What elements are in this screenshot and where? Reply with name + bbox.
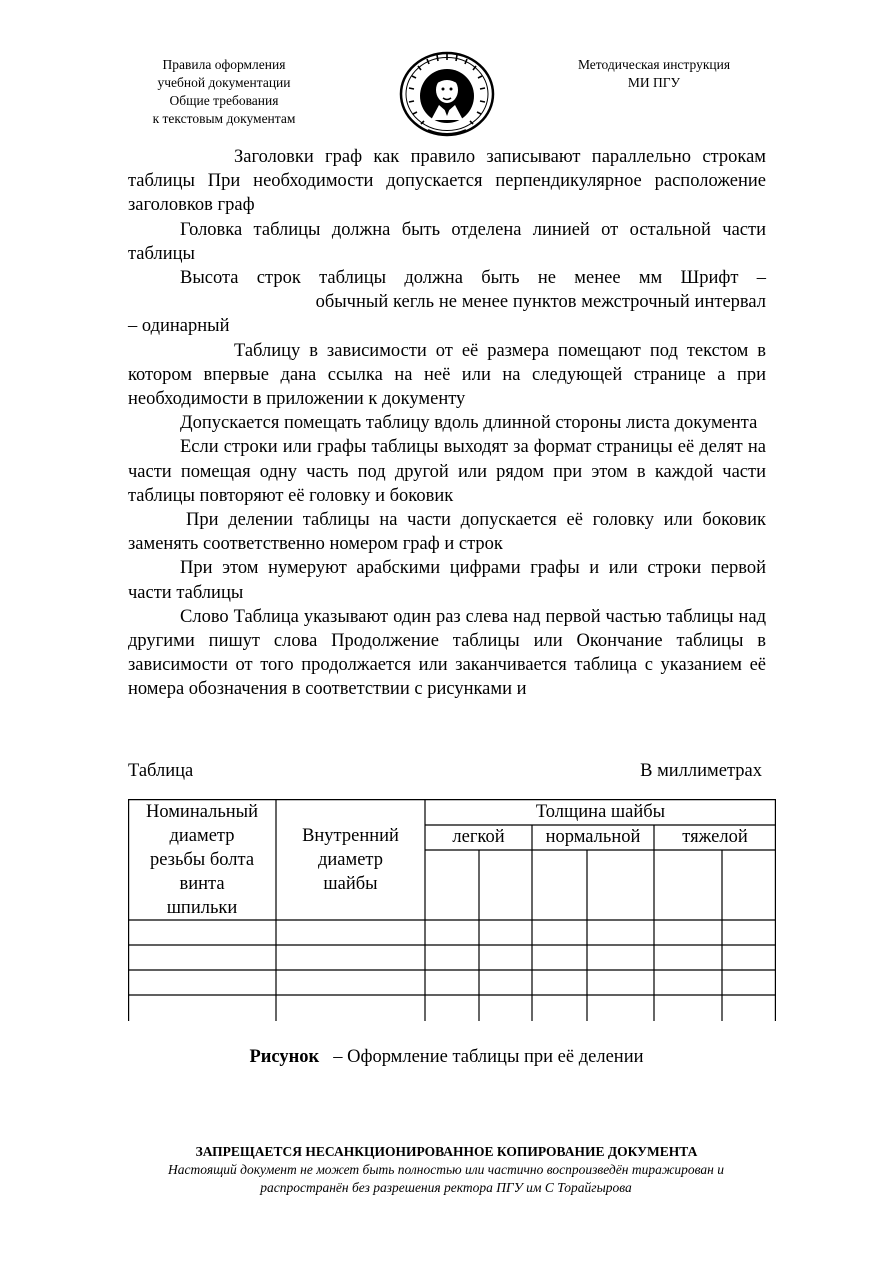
subheader-normal: нормальной xyxy=(545,827,641,847)
header-left-line: учебной документации xyxy=(157,75,291,90)
header-document-code xyxy=(556,56,752,92)
paragraph: При делении таблицы на части допускается её головку или боковик заменять соответственно номером граф и строк xyxy=(128,510,766,555)
paragraph: Допускается помещать таблицу вдоль длинной стороны листа документа xyxy=(180,413,758,434)
header-document-title xyxy=(126,56,322,128)
header-left-line: к текстовым документам xyxy=(152,111,296,126)
group-header-washer-thickness: Толщина шайбы xyxy=(535,802,666,822)
university-seal-logo xyxy=(398,50,496,138)
footer-copyright-note xyxy=(126,1161,766,1197)
paragraph: Высота строк таблицы должна быть не менее мм Шрифт – обычный кегль не менее пунктов межстрочный интервал – одинарный xyxy=(128,268,766,337)
paragraph: При этом нумеруют арабскими цифрами графы и или строки первой части таблицы xyxy=(128,558,766,603)
table-caption-row xyxy=(128,759,762,783)
example-table xyxy=(128,799,776,1021)
paragraph: Головка таблицы должна быть отделена линией от остальной части таблицы xyxy=(128,219,766,264)
column-header-nominal-diameter: Номинальный диаметр резьбы болта винта шпильки xyxy=(145,802,259,918)
figure-label: Рисунок xyxy=(249,1047,320,1067)
paragraph: Заголовки граф как правило записывают параллельно строкам таблицы При необходимости допускается перпендикулярное расположение заголовков граф xyxy=(128,147,766,216)
figure-caption-text: – Оформление таблицы при её делении xyxy=(333,1047,644,1067)
table-label: Таблица xyxy=(128,761,194,781)
subheader-heavy: тяжелой xyxy=(682,827,748,847)
paragraph: Слово Таблица указывают один раз слева над первой частью таблицы над другими пишут слова Продолжение таблицы или Окончание таблицы в зависимости от того продолжается или заканчивается таблица с указанием её номера обозначения в соответствии с рисунками и xyxy=(128,606,766,700)
footer-note-line: Настоящий документ не может быть полностью или частично воспроизведён тиражирован и xyxy=(168,1162,724,1177)
header-left-line: Общие требования xyxy=(169,93,279,108)
header-right-line: МИ ПГУ xyxy=(627,75,681,90)
figure-caption xyxy=(0,1045,893,1069)
paragraph: Таблицу в зависимости от её размера помещают под текстом в котором впервые дана ссылка на неё или на следующей странице а при необходимости в приложении к документу xyxy=(128,340,766,410)
footer-note-line: распространён без разрешения ректора ПГУ им С Торайгырова xyxy=(260,1180,632,1195)
column-header-inner-diameter: Внутренний диаметр шайбы xyxy=(302,826,399,894)
paragraph: Если строки или графы таблицы выходят за формат страницы её делят на части помещая одну часть под другой или рядом при этом в каждой части таблицы повторяют её головку и боковик xyxy=(128,437,766,506)
subheader-light: легкой xyxy=(452,827,505,847)
header-right-line: Методическая инструкция xyxy=(577,57,731,72)
table-units: В миллиметрах xyxy=(640,761,762,781)
document-body xyxy=(128,145,766,702)
footer-copy-warning: ЗАПРЕЩАЕТСЯ НЕСАНКЦИОНИРОВАННОЕ КОПИРОВАНИЕ ДОКУМЕНТА xyxy=(195,1144,698,1159)
header-left-line: Правила оформления xyxy=(162,57,286,72)
